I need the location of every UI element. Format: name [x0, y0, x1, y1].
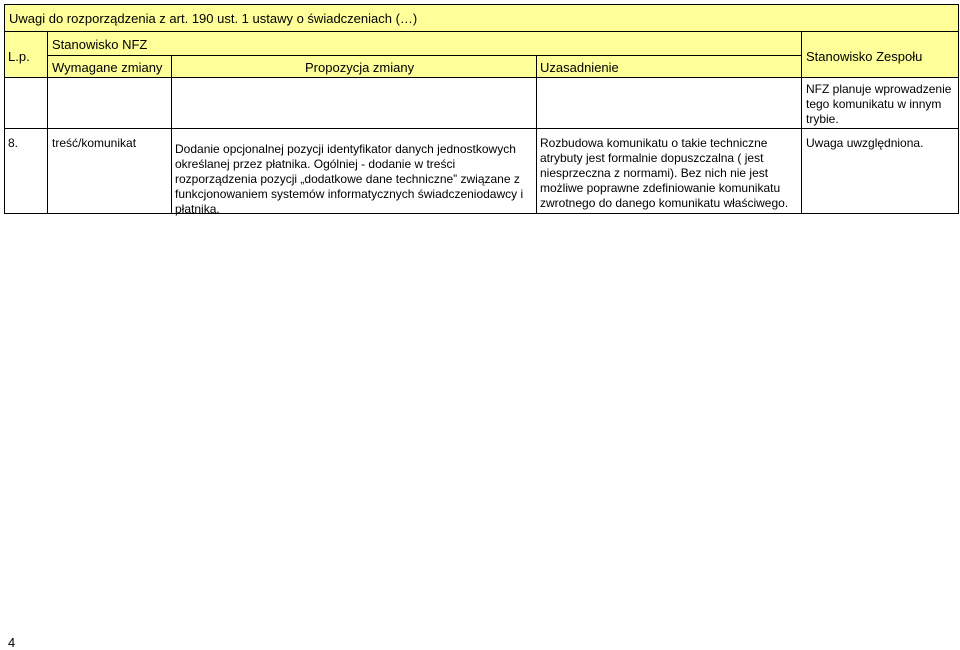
pre-row-note: NFZ planuje wprowadzenie tego komunikatu w innym trybie. [806, 82, 952, 126]
header-wymagane-zmiany: Wymagane zmiany [52, 60, 163, 75]
grid-line [171, 55, 172, 214]
row-uzasadnienie: Rozbudowa komunikatu o takie techniczne atrybuty jest formalnie dopuszczalna ( jest niesprzeczna z normami). Bez nich nie jest możliwe poprawne zdefiniowanie komunikatu zwrotnego do danego komunikatu właściwego. [540, 136, 789, 210]
grid-line [801, 32, 802, 214]
row-propozycja-zmiany: Dodanie opcjonalnej pozycji identyfikator danych jednostkowych określanej przez płatnika. Ogólniej - dodanie w treści rozporządzenia pozycji „dodatkowe dane techniczne” związane z funkcjonowaniem systemów informatycznych świadczeniodawcy i płatnika. [175, 142, 524, 216]
row-wymagane-zmiany: treść/komunikat [52, 136, 137, 150]
grid-line [536, 55, 537, 214]
grid-line [47, 32, 48, 214]
page-number: 4 [8, 635, 16, 650]
grid-line [4, 32, 5, 214]
header-stanowisko-nfz: Stanowisko NFZ [52, 37, 148, 52]
grid-line [47, 55, 801, 56]
header-stanowisko-zespolu: Stanowisko Zespołu [806, 49, 923, 64]
row-stanowisko-zespolu: Uwaga uwzględniona. [806, 136, 924, 150]
grid-line [4, 128, 959, 129]
grid-line [958, 32, 959, 214]
header-uzasadnienie: Uzasadnienie [540, 60, 619, 75]
grid-line [4, 77, 959, 78]
document-title: Uwagi do rozporządzenia z art. 190 ust. 1 ustawy o świadczeniach (…) [4, 4, 959, 32]
row-lp: 8. [8, 136, 19, 150]
header-propozycja-zmiany: Propozycja zmiany [305, 60, 415, 75]
header-lp: L.p. [8, 49, 30, 64]
